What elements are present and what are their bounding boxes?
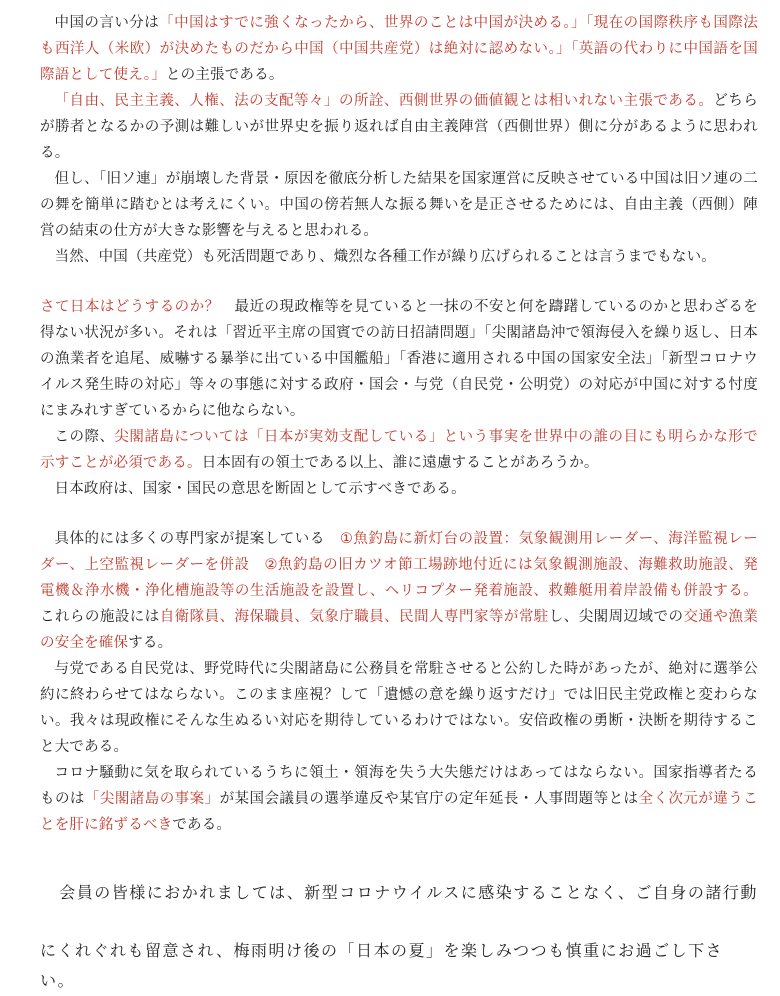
body-text: 与党である自民党は、野党時代に尖閣諸島に公務員を常駐させると公約した時があったが、絶対に選挙公約に終わらせてはならない。このまま座視？して「遺憾の意を繰り返すだけ」では旧民主党政権と変わらない。我々は現政権にそんな生ぬるい対応を期待しているわけではない。安倍政権の勇断・決断を期待すること大である。 bbox=[40, 661, 758, 755]
body-text: が某国会議員の選挙違反や某官庁の定年延長・人事問題等とは bbox=[219, 791, 639, 807]
emphasis-text: ①魚釣島に新灯台の設置：気象観測用レーダー、海洋監視レーダー、上空監視レーダーを併設 ②魚釣島の旧カツオ節工場跡地付近には気象観測施設、海難救助施設、発電機＆浄水機・浄化槽施設等の生活施設を設置し、ヘリコプター発着施設、救難艇用着岸設備も併設する。 bbox=[40, 531, 758, 599]
paragraph-values-conflict bbox=[40, 88, 758, 166]
closing-message-line-1: 会員の皆様におかれましては、新型コロナウイルスに感染することなく、ご自身の諸行動 bbox=[59, 883, 758, 902]
body-text: 日本固有の領土である以上、誰に遠慮することがあろうか。 bbox=[201, 455, 599, 471]
emphasis-text: 自衛隊員、海保職員、気象庁職員、民間人専門家等が常駐 bbox=[159, 609, 549, 625]
paragraph-government-will bbox=[40, 476, 758, 502]
emphasis-text: 「自由、民主主義、人権、法の支配等々」の所詮、西側世界の価値観とは相いれない主張である。 bbox=[54, 93, 714, 109]
paragraph-soviet-lesson bbox=[40, 166, 758, 244]
paragraph-senkaku-control bbox=[40, 424, 758, 476]
body-text: 最近の現政権等を見ていると一抹の不安と何を躊躇しているのかと思わざるを得ない状況が多い。それは「習近平主席の国賓での訪日招請問題」「尖閣諸島沖で領海侵入を繰り返し、日本の漁業者を追尾、威嚇する暴挙に出ている中国艦船」「香港に適用される中国の国家安全法」「新型コロナウイルス発生時の対応」等々の事態に対する政府・国会・与党（自民党・公明党）の対応が中国に対する忖度にまみれすぎているからに他ならない。 bbox=[40, 299, 758, 419]
paragraph-china-claims bbox=[40, 10, 758, 88]
emphasis-text: 交通や漁業の安全を確保 bbox=[40, 609, 758, 651]
emphasis-text: さて日本はどうするのか？ bbox=[40, 299, 220, 315]
paragraph-japan-response bbox=[40, 294, 758, 424]
body-text: コロナ騒動に気を取られているうちに領土・領海を失う大失態だけはあってはならない。国家指導者たるものは bbox=[40, 765, 758, 807]
body-text: 日本政府は、国家・国民の意思を断固として示すべきである。 bbox=[54, 481, 466, 497]
body-text: これらの施設には bbox=[40, 609, 160, 625]
body-text: し、尖閣周辺域での bbox=[548, 609, 684, 625]
body-text: 当然、中国（共産党）も死活問題であり、熾烈な各種工作が繰り広げられることは言うまでもない。 bbox=[54, 249, 716, 265]
paragraph-political-struggle bbox=[40, 244, 758, 270]
emphasis-text: 「尖閣諸島の事案」 bbox=[84, 791, 220, 807]
emphasis-text: 全く次元が違うことを肝に銘ずるべき bbox=[40, 791, 758, 833]
paragraph-spacer bbox=[40, 270, 758, 294]
body-text: 中国の言い分は bbox=[54, 15, 160, 31]
body-text: どちらが勝者となるかの予測は難しいが世界史を振り返れば自由主義陣営（西側世界）側に分があるように思われる。 bbox=[40, 93, 758, 161]
emphasis-text: 尖閣諸島については「日本が実効支配している」という事実を世界中の誰の目にも明らかな形で示すことが必須である。 bbox=[40, 429, 758, 471]
emphasis-text: 「中国はすでに強くなったから、世界のことは中国が決める。」「現在の国際秩序も国際法も西洋人（米欧）が決めたものだから中国（中国共産党）は絶対に認めない。」「英語の代わりに中国語を国際語として使え。」 bbox=[40, 15, 758, 83]
body-text: この際、 bbox=[54, 429, 115, 445]
paragraph-leader-resolve bbox=[40, 760, 758, 838]
closing-message-line-2: にくれぐれも留意され、梅雨明け後の「日本の夏」を楽しみつつも慎重にお過ごし下さい。 bbox=[40, 941, 724, 990]
body-text: との主張である。 bbox=[165, 67, 284, 83]
paragraph-concrete-proposals bbox=[40, 526, 758, 656]
body-text: 但し、「旧ソ連」が崩壊した背景・原因を徹底分析した結果を国家運営に反映させている中国は旧ソ連の二の舞を簡単に踏むとは考えにくい。中国の傍若無人な振る舞いを是正させるためには、自由主義（西側）陣営の結束の仕方が大きな影響を与えると思われる。 bbox=[40, 171, 758, 239]
body-text: する。 bbox=[128, 635, 173, 651]
body-text: である。 bbox=[172, 817, 232, 833]
body-text: 具体的には多くの専門家が提案している bbox=[54, 531, 340, 547]
paragraph-ldp-pledge bbox=[40, 656, 758, 760]
paragraph-spacer bbox=[40, 502, 758, 526]
